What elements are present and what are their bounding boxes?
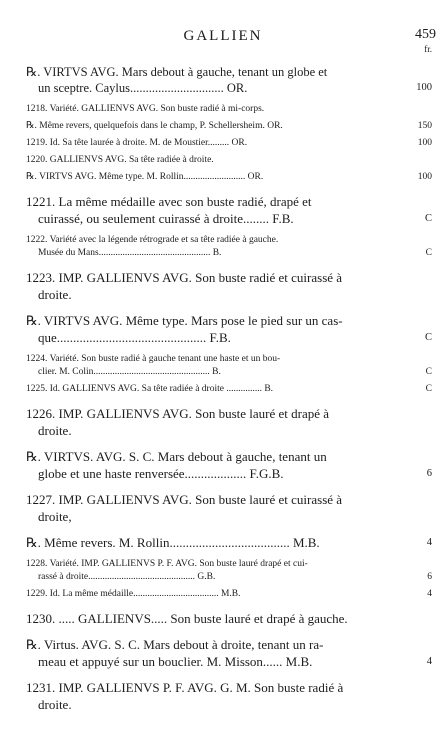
entry-line-2: globe et une haste renversée................... F.G.B. [38, 466, 284, 481]
entry-line-1: 1222. Variété avec la légende rétrograde et sa tête radiée à gauche. [26, 235, 279, 245]
entry-line-2: clier. M. Colin................................................. B. [38, 367, 221, 377]
entry-line-1: ℞. Même revers. M. Rollin..................................... M.B. [26, 535, 320, 550]
entry-line-1: ℞. Même revers, quelquefois dans le champ, P. Schellersheim. OR. [26, 121, 283, 131]
entry-line-2: un sceptre. Caylus.............................. OR. [38, 81, 248, 95]
entry-line-2: Musée du Mans............................................... B. [38, 248, 222, 258]
entry-line-1: 1230. ..... GALLIENVS..... Son buste lauré et drapé à gauche. [26, 611, 348, 626]
catalog-entry [0, 171, 446, 184]
entry-price: 4 [427, 589, 432, 599]
catalog-entry [0, 193, 446, 227]
entry-line-1: 1224. Variété. Son buste radié à gauche tenant une haste et un bou- [26, 354, 281, 364]
entry-price: 4 [426, 656, 432, 667]
entry-price: C [424, 332, 432, 343]
entry-price: C [425, 384, 432, 394]
entry-price: 6 [426, 468, 432, 479]
entry-line-1: 1218. Variété. GALLIENVS AVG. Son buste radié à mi-corps. [26, 104, 265, 114]
entry-line-2: droite, [38, 509, 72, 524]
entry-line-2: meau et appuyé sur un bouclier. M. Misson...... M.B. [38, 654, 313, 669]
catalog-entry [0, 588, 446, 601]
catalog-entry [0, 679, 446, 713]
catalog-entry [0, 534, 446, 551]
entry-line-1: ℞. Virtus. AVG. S. C. Mars debout à droite, tenant un ra- [26, 637, 324, 652]
entry-line-1: 1220. GALLIENVS AVG. Sa tête radiée à droite. [26, 155, 214, 165]
catalog-entry [0, 383, 446, 396]
entry-price: 6 [427, 572, 432, 582]
entry-price: C [425, 248, 432, 258]
catalog-entry [0, 610, 446, 627]
catalog-entry [0, 636, 446, 670]
catalog-entry [0, 448, 446, 482]
entry-line-1: 1223. IMP. GALLIENVS AVG. Son buste radié et cuirassé à [26, 270, 343, 285]
entry-price: 4 [426, 537, 432, 548]
catalog-entry [0, 137, 446, 150]
entry-price: 100 [417, 172, 432, 182]
catalog-entry [0, 64, 446, 96]
entry-price: C [424, 213, 432, 224]
catalog-entry [0, 312, 446, 346]
entry-price: 100 [417, 138, 432, 148]
entry-line-1: ℞. VIRTVS AVG. Même type. M. Rollin.......................... OR. [26, 172, 264, 182]
entry-line-1: 1231. IMP. GALLIENVS P. F. AVG. G. M. Son buste radié à [26, 680, 344, 695]
catalog-entry [0, 353, 446, 379]
entry-line-1: 1225. Id. GALLIENVS AVG. Sa tête radiée à droite ............... B. [26, 384, 274, 394]
catalog-entry [0, 269, 446, 303]
entry-price: 100 [416, 82, 432, 93]
entry-line-2: droite. [38, 287, 72, 302]
entry-line-1: 1221. La même médaille avec son buste radié, drapé et [26, 194, 312, 209]
entry-price: 150 [417, 121, 432, 131]
entry-line-1: 1228. Variété. IMP. GALLIENVS P. F. AVG. Son buste lauré drapé et cui- [26, 559, 308, 569]
entry-line-1: ℞. VIRTVS AVG. Même type. Mars pose le pied sur un cas- [26, 313, 343, 328]
catalog-entry [0, 234, 446, 260]
catalog-entry [0, 405, 446, 439]
entry-line-1: ℞. VIRTVS. AVG. S. C. Mars debout à gauche, tenant un [26, 449, 327, 464]
entry-line-2: rassé à droite............................................. G.B. [38, 572, 216, 582]
entry-price: C [425, 367, 432, 377]
page-number: 459 [415, 27, 436, 42]
catalog-entry [0, 558, 446, 584]
catalog-entry [0, 491, 446, 525]
page-title: GALLIEN [183, 28, 263, 44]
catalog-entries [0, 58, 446, 713]
catalog-entry [0, 120, 446, 133]
entry-line-1: 1227. IMP. GALLIENVS AVG. Son buste lauré et cuirassé à [26, 492, 343, 507]
price-unit: fr. [424, 44, 432, 54]
catalog-entry [0, 103, 446, 116]
entry-line-1: 1226. IMP. GALLIENVS AVG. Son buste lauré et drapé à [26, 406, 330, 421]
entry-line-1: 1229. Id. La même médaille.................................... M.B. [26, 589, 241, 599]
entry-line-1: 1219. Id. Sa tête laurée à droite. M. de Moustier......... OR. [26, 138, 248, 148]
entry-line-2: droite. [38, 423, 72, 438]
entry-line-2: cuirassé, ou seulement cuirassé à droite........ F.B. [38, 211, 294, 226]
entry-line-2: droite. [38, 697, 72, 712]
entry-line-2: que.............................................. F.B. [38, 330, 231, 345]
entry-line-1: ℞. VIRTVS AVG. Mars debout à gauche, tenant un globe et [26, 65, 328, 79]
catalog-entry [0, 154, 446, 167]
